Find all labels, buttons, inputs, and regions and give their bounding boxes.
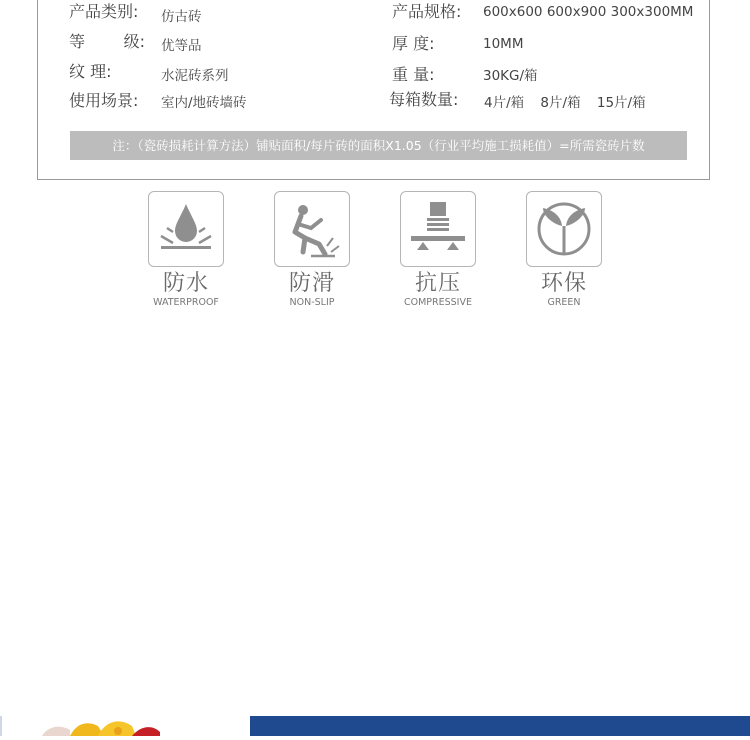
bottom-left-strip: [0, 716, 2, 736]
label-texture: 纹 理:: [69, 62, 112, 81]
value-texture: 水泥砖系列: [161, 68, 229, 84]
water-drop-icon: [148, 191, 224, 267]
label-product-spec: 产品规格:: [392, 2, 462, 21]
value-product-category: 仿古砖: [161, 9, 202, 25]
label-grade-text: 等: [69, 32, 86, 51]
brand-logo-icon: [40, 716, 190, 736]
feature-subtitle: NON-SLIP: [289, 297, 335, 308]
value-thickness: 10MM: [483, 36, 524, 52]
feature-non-slip: [247, 191, 377, 309]
label-product-category: 产品类别:: [69, 2, 139, 21]
bottom-banner: [250, 716, 750, 736]
label-usage: 使用场景:: [69, 91, 139, 110]
press-icon: [400, 191, 476, 267]
loss-calculation-note: 注：（瓷砖损耗计算方法）铺贴面积/每片砖的面积X1.05（行业平均施工损耗值）=所需瓷砖片数: [70, 131, 687, 160]
leaf-icon: [526, 191, 602, 267]
label-thickness: 厚 度:: [392, 34, 435, 53]
feature-title: 抗压: [414, 271, 461, 296]
value-weight: 30KG/箱: [483, 68, 538, 84]
feature-waterproof: [121, 191, 251, 309]
value-product-spec: 600x600 600x900 300x300MM: [483, 4, 694, 20]
label-grade-text-end: 级:: [123, 32, 145, 51]
feature-subtitle: COMPRESSIVE: [403, 297, 472, 308]
feature-title: 防滑: [288, 271, 335, 296]
feature-subtitle: GREEN: [547, 297, 581, 308]
value-usage: 室内/地砖墙砖: [161, 95, 247, 111]
feature-title: 防水: [162, 271, 209, 296]
label-grade: [69, 29, 145, 52]
feature-subtitle: WATERPROOF: [153, 297, 219, 308]
feature-compressive: [373, 191, 503, 309]
feature-green: [499, 191, 629, 309]
slip-person-icon: [274, 191, 350, 267]
feature-title: 环保: [540, 271, 587, 296]
label-box-quantity: 每箱数量:: [389, 90, 459, 109]
value-box-quantity: 4片/箱 8片/箱 15片/箱: [484, 95, 646, 111]
label-weight: 重 量:: [392, 65, 435, 84]
value-grade: 优等品: [161, 38, 202, 54]
